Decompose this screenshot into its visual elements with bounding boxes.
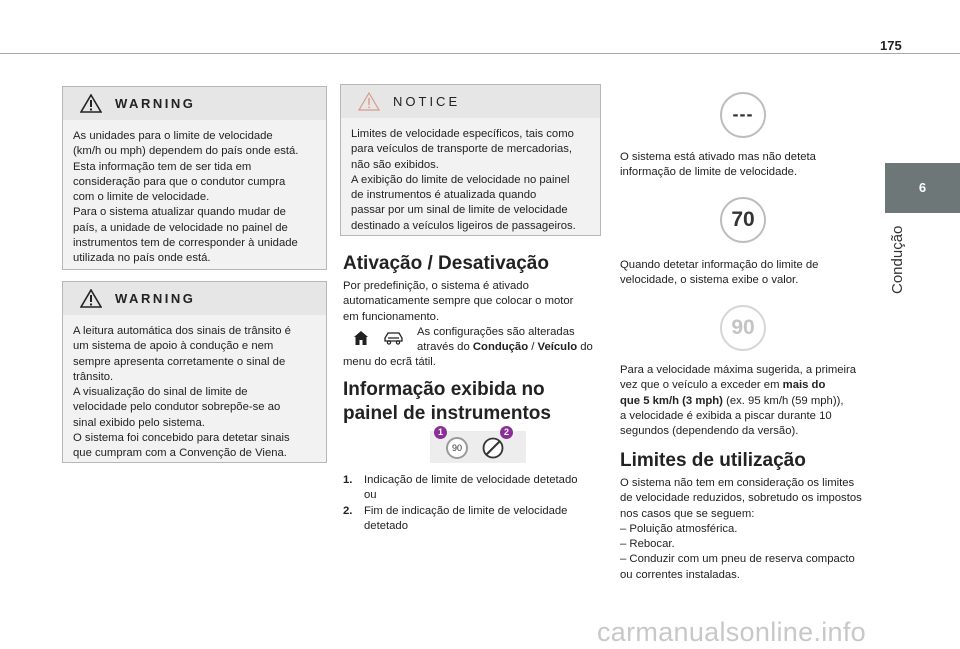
chapter-number: 6: [918, 180, 927, 195]
no-limit-sign-icon: ---: [720, 92, 766, 138]
display-title-line2: painel de instrumentos: [343, 403, 551, 424]
warning-label: WARNING: [115, 291, 196, 306]
notice-header: [341, 85, 600, 118]
callout-badge-1: 1: [434, 426, 447, 439]
activation-section: Ativação / Desativação Por predefinição, o sistema é ativado automaticamente sempre que colocar o motor em funcionamento. As configurações são alteradas através do Condução / Veículo do menu do ecrã tátil.: [343, 252, 605, 370]
header-rule: [0, 53, 960, 54]
warning-triangle-icon: [80, 94, 102, 113]
activation-title: Ativação / Desativação: [343, 253, 549, 274]
warning-text: As unidades para o limite de velocidade (km/h ou mph) dependem do país onde está. Esta informação tem de ser tida em consideração para que o condutor cumpra com o limite de velocidade. Para o sistema atualizar quando mudar de país, a unidade de velocidade no painel de instrumentos tem de corresponder à unidade utilizada no país onde está.: [73, 130, 299, 265]
end-of-limit-icon: [482, 437, 504, 459]
warning-text: A leitura automática dos sinais de trânsito é um sistema de apoio à condução e nem sempre apresenta corretamente o sinal de trânsito. A visualização do sinal de limite de velocidade pelo condutor sobrepõe-se ao sinal exibido pelo sistema. O sistema foi concebido para detetar sinais que cumpram com a Convenção de Viena.: [73, 325, 291, 460]
watermark: carmanualsonline.info: [597, 617, 866, 647]
limits-title: Limites de utilização: [620, 450, 806, 471]
list-item: 2. Fim de indicação de limite de velocidade detetado: [343, 504, 568, 532]
chapter-tab[interactable]: [885, 163, 960, 213]
callout-badge-2: 2: [500, 426, 513, 439]
activation-text: Por predefinição, o sistema é ativado automaticamente sempre que colocar o motor em funcionamento.: [343, 280, 574, 323]
warning-triangle-icon: [80, 289, 102, 308]
warning-label: WARNING: [115, 96, 196, 111]
home-icon: [353, 330, 369, 346]
page-number: 175: [880, 38, 902, 53]
warning-header: [63, 87, 326, 120]
car-icon: [383, 330, 404, 346]
display-title-line1: Informação exibida no: [343, 379, 545, 400]
limits-text: O sistema não tem em consideração os limites de velocidade reduzidos, sobretudo os impostos nos casos que se seguem: – Poluição atmosférica. – Rebocar. – Conduzir com um pneu de reserva compacto ou correntes instaladas.: [620, 477, 862, 581]
notice-label: NOTICE: [393, 94, 461, 109]
display-section: [343, 378, 605, 426]
legend-list: [343, 473, 605, 534]
detection-text: Quando detetar informação do limite de velocidade, o sistema exibe o valor.: [620, 259, 819, 287]
limits-section: [620, 449, 882, 583]
no-detection-text: O sistema está ativado mas não deteta informação de limite de velocidade.: [620, 151, 816, 179]
overspeed-text: Para a velocidade máxima sugerida, a primeira vez que o veículo a exceder em mais do que 5 km/h (3 mph) (ex. 95 km/h (59 mph)), a velocidade é exibida a piscar durante 10 segundos (dependendo da versão).: [620, 364, 857, 438]
speed-limit-90-blinking-icon: 90: [720, 305, 766, 351]
settings-row: As configurações são alteradas através do Condução / Veículo do: [343, 325, 605, 355]
chapter-label: Condução: [889, 225, 906, 294]
warning-box-units: [62, 86, 327, 270]
warning-box-reading: [62, 281, 327, 463]
notice-text: Limites de velocidade específicos, tais como para veículos de transporte de mercadorias, não são exibidos. A exibição do limite de velocidade no painel de instrumentos é atualizada quando passar por um sinal de limite de velocidade destinado a veículos ligeiros de passageiros.: [351, 128, 576, 232]
speed-limit-70-icon: 70: [720, 197, 766, 243]
notice-triangle-icon: [358, 92, 380, 111]
warning-header: [63, 282, 326, 315]
list-item: 1. Indicação de limite de velocidade detetado ou: [343, 474, 578, 502]
notice-box: [340, 84, 601, 236]
speed-sign-icon: 90: [446, 437, 468, 459]
